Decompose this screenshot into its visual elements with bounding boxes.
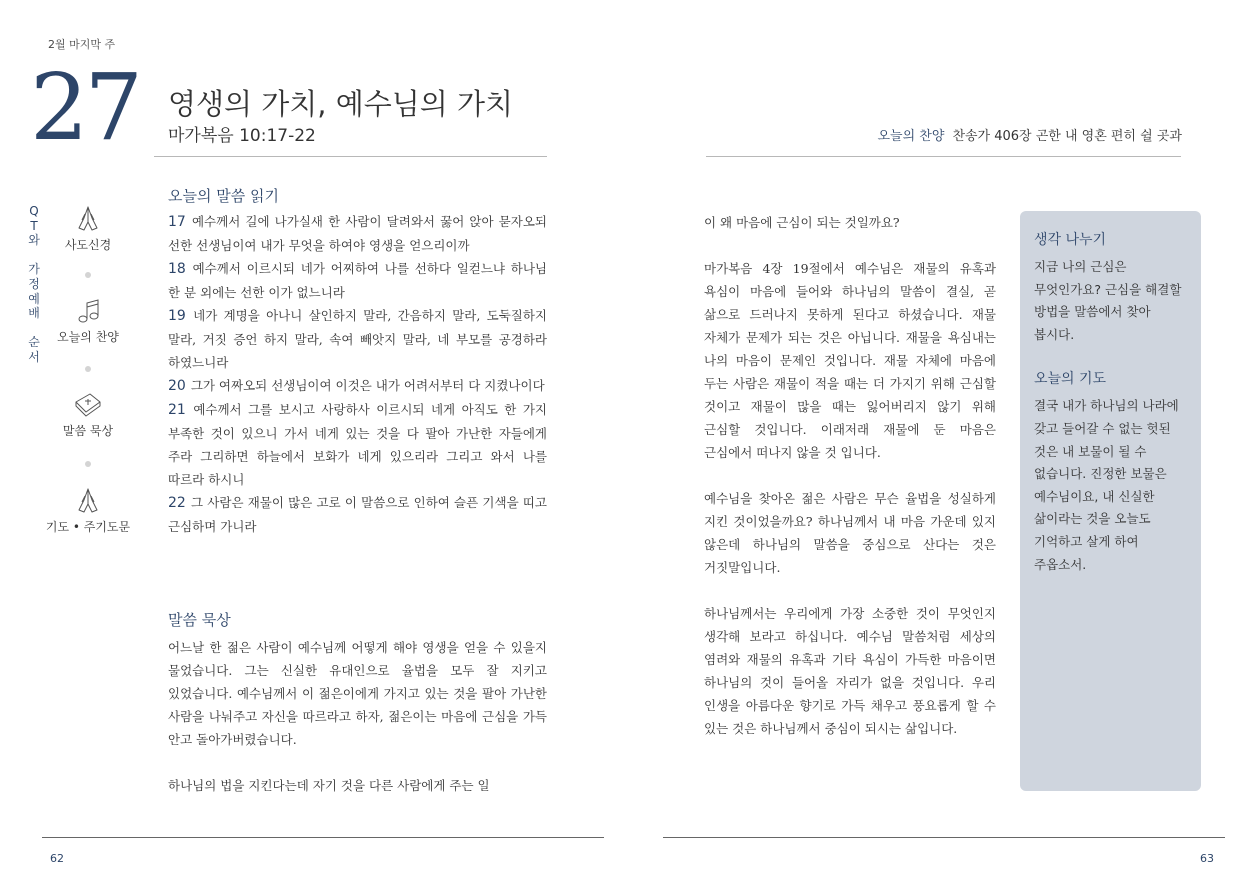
verse-text: 예수께서 이르시되 네가 어찌하여 나를 선하다 일컫느냐 하나님 한 분 외에는 선한 이가 없느니라: [168, 261, 547, 300]
meditation-paragraph: 어느날 한 젊은 사람이 예수님께 어떻게 해야 영생을 얻을 수 있을지 물었습니다. 그는 신실한 유대인으로 율법을 모두 잘 지키고 있었습니다. 예수님께서 이 젊은이에게 가지고 있는 것을 팔아 가난한 사람을 나눠주고 자신을 따르라고 하자, 젊은이는 마음에 근심을 가득 안고 돌아가버렸습니다.: [168, 640, 547, 747]
step-divider-dot: [85, 272, 91, 278]
verse-text: 그 사람은 재물이 많은 고로 이 말씀으로 인하여 슬픈 기색을 띠고 근심하며 가니라: [168, 495, 547, 534]
step-label: 기도 • 주기도문: [45, 520, 131, 534]
verse: [168, 491, 547, 538]
footer-rule-right: [663, 837, 1225, 838]
verse-number: 20: [168, 378, 186, 394]
step-label: 오늘의 찬양: [57, 330, 119, 344]
music-note-icon: [73, 296, 103, 326]
verse-number: 22: [168, 495, 186, 511]
meditation-continued: [704, 211, 996, 740]
page-title: 영생의 가치, 예수님의 가치: [168, 87, 514, 121]
verse-text: 그가 여짜오되 선생님이여 이것은 내가 어려서부터 다 지켰나이다: [190, 378, 545, 393]
praying-hands-icon: [73, 486, 103, 516]
step-todays-hymn: [28, 296, 148, 345]
vertical-label-qt-worship-order: Q T 와 가 정 예 배 순 서: [28, 204, 40, 364]
meditation-paragraph: 하나님께서는 우리에게 가장 소중한 것이 무엇인지 생각해 보라고 하십니다. 예수님 말씀처럼 세상의 염려와 재물의 유혹과 기타 욕심이 가득한 마음이면 하나님의 것이 들어올 자리가 없을 것입니다. 우리 인생을 아름다운 향기로 가득 채우고 풍요롭게 할 수 있는 것은 하나님께서 중심이 되시는 삶입니다.: [704, 606, 996, 736]
verse-text: 네가 계명을 아나니 살인하지 말라, 간음하지 말라, 도둑질하지 말라, 거짓 증언 하지 말라, 속여 빼앗지 말라, 네 부모를 공경하라 하였느니라: [168, 308, 547, 370]
meditation-paragraph: 예수님을 찾아온 젊은 사람은 무슨 율법을 성실하게 지킨 것이었을까요? 하나님께서 내 마음 가운데 있지 않은데 하나님의 말씀을 중심으로 산다는 것은 거짓말입니다.: [704, 491, 996, 575]
todays-hymn: [878, 125, 1183, 144]
week-label: 2월 마지막 주: [48, 38, 116, 51]
verse: [168, 257, 547, 304]
reflection-sidebar: [1020, 211, 1201, 791]
meditation-paragraph: 마가복음 4장 19절에서 예수님은 재물의 유혹과 욕심이 마음에 들어와 하나님의 말씀이 결실, 곧 삶으로 드러나지 못하게 된다고 하셨습니다. 재물 자체가 문제가 되는 것은 아닙니다. 재물을 욕심내는 나의 마음이 문제인 것입니다. 재물 자체에 마음에 두는 사람은 재물이 적을 때는 더 가지기 위해 근심할 것이고 재물이 많을 때는 잃어버리지 않기 위해 근심할 것입니다. 이래저래 재물에 둔 마음은 근심에서 떠나지 않을 것 입니다.: [704, 261, 996, 460]
verse: [168, 210, 547, 257]
footer-rule-left: [42, 837, 604, 838]
reading-verses: [168, 210, 547, 538]
step-prayer-lords-prayer: [28, 486, 148, 535]
verse: [168, 374, 547, 398]
step-divider-dot: [85, 461, 91, 467]
step-label: 사도신경: [64, 238, 112, 252]
reading-heading: 오늘의 말씀 읽기: [168, 187, 279, 205]
step-word-meditation: [28, 390, 148, 439]
share-heading: 생각 나누기: [1034, 232, 1107, 248]
prayer-text: 결국 내가 하나님의 나라에 갖고 들어갈 수 없는 헛된 것은 내 보물이 될 수 없습니다. 진정한 보물은 예수님이요, 내 신실한 삶이라는 것을 오늘도 기억하고 살게 하여 주옵소서.: [1034, 398, 1179, 572]
header-rule-right: [706, 156, 1181, 157]
meditation-paragraph: 이 왜 마음에 근심이 되는 것일까요?: [704, 215, 900, 230]
verse-number: 17: [168, 214, 186, 230]
day-number: 27: [30, 54, 140, 161]
step-divider-dot: [85, 366, 91, 372]
share-text: 지금 나의 근심은 무엇인가요? 근심을 해결할 방법을 말씀에서 찾아 봅시다.: [1034, 259, 1182, 342]
meditation-paragraph: 하나님의 법을 지킨다는데 자기 것을 다른 사람에게 주는 일: [168, 778, 490, 793]
verse-number: 21: [168, 402, 186, 418]
verse: [168, 304, 547, 374]
hymn-label: 오늘의 찬양: [877, 129, 945, 144]
meditation-text: [168, 636, 547, 797]
bible-icon: [72, 390, 104, 420]
verse-number: 18: [168, 261, 186, 277]
praying-hands-icon: [73, 204, 103, 234]
verse-text: 예수께서 길에 나가실새 한 사람이 달려와서 꿇어 앉아 묻자오되 선한 선생님이여 내가 무엇을 하여야 영생을 얻으리이까: [168, 214, 547, 253]
meditation-heading: 말씀 묵상: [168, 611, 231, 629]
hymn-text: 찬송가 406장 곤한 내 영혼 편히 쉴 곳과: [952, 129, 1182, 144]
scripture-reference: 마가복음 10:17-22: [168, 126, 316, 146]
verse-text: 예수께서 그를 보시고 사랑하사 이르시되 네게 아직도 한 가지 부족한 것이 있으니 가서 네게 있는 것을 다 팔아 가난한 자들에게 주라 그리하면 하늘에서 보화가 네게 있으리라 그리고 와서 나를 따르라 하시니: [168, 402, 547, 487]
page-number-left: 62: [50, 852, 64, 865]
step-label: 말씀 묵상: [62, 424, 114, 438]
prayer-heading: 오늘의 기도: [1034, 371, 1107, 388]
page-number-right: 63: [1200, 852, 1214, 865]
verse-number: 19: [168, 308, 186, 324]
header-rule-left: [154, 156, 547, 157]
step-apostles-creed: [28, 204, 148, 253]
verse: [168, 398, 547, 491]
